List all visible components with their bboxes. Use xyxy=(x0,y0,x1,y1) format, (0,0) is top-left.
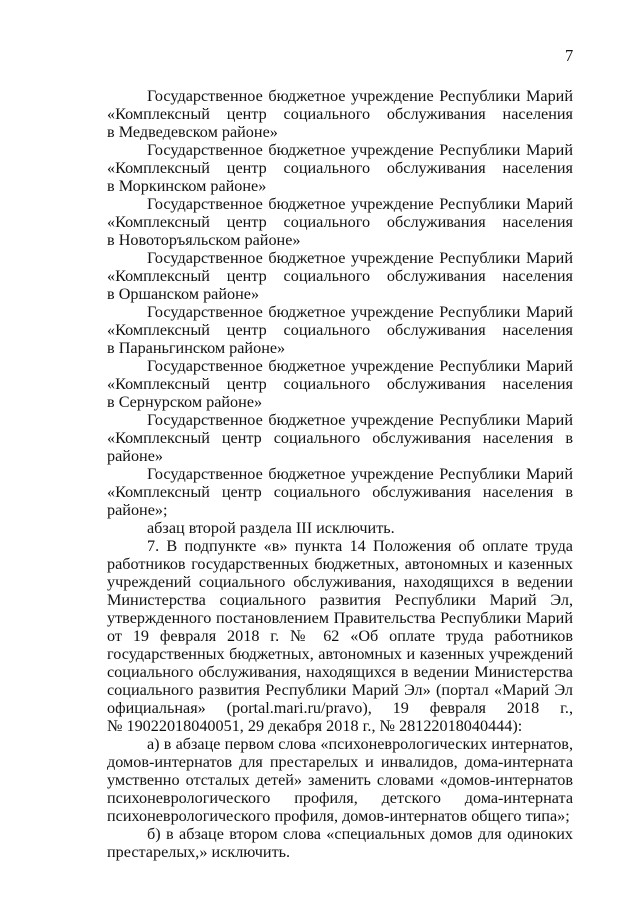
text-line: социального развития Республики Марий Эл» (портал «Марий Эл xyxy=(107,681,573,699)
text-line: Государственное бюджетное учреждение Республики Марий xyxy=(147,465,573,483)
text-line: Министерства социального развития Республики Марий Эл, xyxy=(107,591,573,609)
text-line: «Комплексный центр социального обслуживания населения xyxy=(107,105,573,123)
text-line: № 19022018040051, 29 декабря 2018 г., № 28122018040444): xyxy=(107,717,523,735)
text-line: умственно отсталых детей» заменить словами «домов-интернатов xyxy=(107,771,573,789)
text-line: в Медведевском районе» xyxy=(107,123,278,141)
text-line: «Комплексный центр социального обслуживания населения xyxy=(107,321,573,339)
text-line: «Комплексный центр социального обслуживания населения xyxy=(107,213,573,231)
text-line: 7. В подпункте «в» пункта 14 Положения об оплате труда xyxy=(147,537,573,555)
text-line: «Комплексный центр социального обслуживания населения xyxy=(107,159,573,177)
text-line: государственных бюджетных, автономных и казенных учреждений xyxy=(107,645,573,663)
text-line: Государственное бюджетное учреждение Республики Марий xyxy=(147,303,573,321)
text-line: «Комплексный центр социального обслуживания населения xyxy=(107,267,573,285)
text-line: «Комплексный центр социального обслуживания населения в xyxy=(107,429,573,447)
text-line: учреждений социального обслуживания, находящихся в ведении xyxy=(107,573,573,591)
text-line: утвержденного постановлением Правительства Республики Марий xyxy=(107,609,573,627)
text-line: Государственное бюджетное учреждение Республики Марий xyxy=(147,87,573,105)
text-line: б) в абзаце втором слова «специальных домов для одиноких xyxy=(147,825,573,843)
text-line: Государственное бюджетное учреждение Республики Марий xyxy=(147,195,573,213)
text-line: в Сернурском районе» xyxy=(107,393,263,411)
text-line: психоневрологического профиля, детского дома-интерната xyxy=(107,789,573,807)
text-line: а) в абзаце первом слова «психоневрологических интернатов, xyxy=(147,735,573,753)
text-line: «Комплексный центр социального обслуживания населения в xyxy=(107,483,573,501)
text-line: в Параньгинском районе» xyxy=(107,339,286,357)
page-number: 7 xyxy=(565,46,574,65)
text-line: Государственное бюджетное учреждение Республики Марий xyxy=(147,357,573,375)
text-line: официальная» (portal.mari.ru/pravo), 19 февраля 2018 г., xyxy=(107,699,573,717)
text-line: работников государственных бюджетных, автономных и казенных xyxy=(107,555,573,573)
text-line: в Оршанском районе» xyxy=(107,285,260,303)
text-line: в Моркинском районе» xyxy=(107,177,267,195)
text-line: престарелых,» исключить. xyxy=(107,843,291,861)
text-line: Государственное бюджетное учреждение Республики Марий xyxy=(147,141,573,159)
text-line: «Комплексный центр социального обслуживания населения xyxy=(107,375,573,393)
text-line: Государственное бюджетное учреждение Республики Марий xyxy=(147,411,573,429)
text-line: психоневрологического профиля, домов-интернатов общего типа»; xyxy=(107,807,570,825)
text-line: районе»; xyxy=(107,501,168,519)
text-line: районе» xyxy=(107,447,163,465)
text-line: домов-интернатов для престарелых и инвалидов, дома-интерната xyxy=(107,753,573,771)
text-line: абзац второй раздела III исключить. xyxy=(147,519,395,537)
text-line: социального обслуживания, находящихся в ведении Министерства xyxy=(107,663,573,681)
text-line: Государственное бюджетное учреждение Республики Марий xyxy=(147,249,573,267)
text-line: в Новоторъяльском районе» xyxy=(107,231,301,249)
text-line: от 19 февраля 2018 г. № 62 «Об оплате труда работников xyxy=(107,627,573,645)
